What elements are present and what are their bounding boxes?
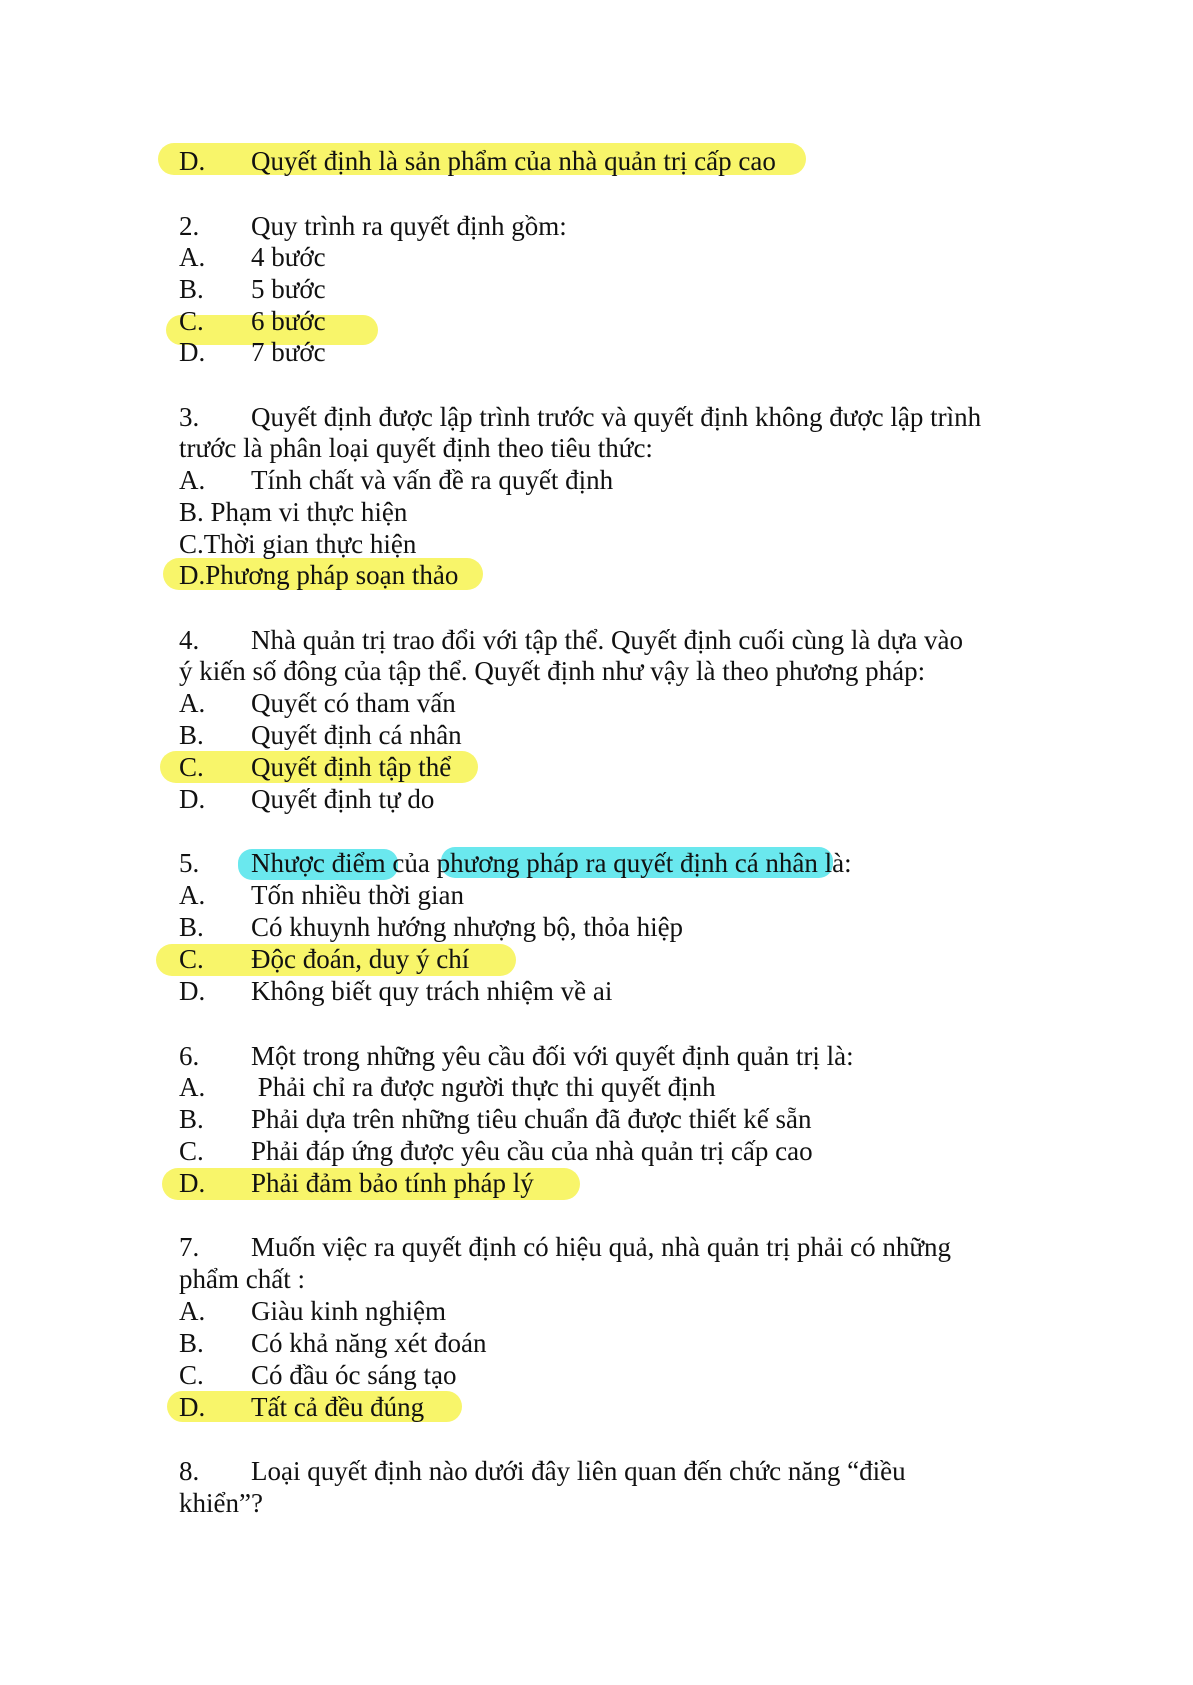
- q5-option-c: C. Độc đoán, duy ý chí: [179, 944, 470, 974]
- q4-option-b: B. Quyết định cá nhân: [179, 720, 462, 750]
- q7-option-c: C. Có đầu óc sáng tạo: [179, 1360, 457, 1390]
- q2-option-d: D. 7 bước: [179, 337, 326, 367]
- q3-question-cont: trước là phân loại quyết định theo tiêu thức:: [179, 433, 653, 463]
- q3-option-c: C.Thời gian thực hiện: [179, 529, 417, 559]
- q6-option-d: D. Phải đảm bảo tính pháp lý: [179, 1168, 534, 1198]
- q2-option-a: A. 4 bước: [179, 242, 326, 272]
- q2-option-b: B. 5 bước: [179, 274, 326, 304]
- q5-question: 5. Nhược điểm của phương pháp ra quyết định cá nhân là:: [179, 848, 852, 878]
- q2-option-c: C. 6 bước: [179, 306, 326, 336]
- q4-question-cont: ý kiến số đông của tập thể. Quyết định như vậy là theo phương pháp:: [179, 656, 926, 686]
- q5-option-b: B. Có khuynh hướng nhượng bộ, thỏa hiệp: [179, 912, 684, 942]
- q5-option-a: A. Tốn nhiều thời gian: [179, 880, 464, 910]
- q5-option-d: D. Không biết quy trách nhiệm về ai: [179, 976, 613, 1006]
- q8-question: 8. Loại quyết định nào dưới đây liên quan đến chức năng “điều: [179, 1456, 906, 1486]
- q7-question-cont: phẩm chất :: [179, 1264, 305, 1294]
- q1-option-d: D. Quyết định là sản phẩm của nhà quản trị cấp cao: [179, 146, 776, 176]
- q7-option-d: D. Tất cả đều đúng: [179, 1392, 425, 1422]
- q2-question: 2. Quy trình ra quyết định gồm:: [179, 211, 567, 241]
- q3-option-d: D.Phương pháp soạn thảo: [179, 560, 459, 590]
- q4-option-c: C. Quyết định tập thể: [179, 752, 452, 782]
- q4-option-d: D. Quyết định tự do: [179, 784, 435, 814]
- q6-option-a: A. Phải chỉ ra được người thực thi quyết định: [179, 1072, 716, 1102]
- q6-question: 6. Một trong những yêu cầu đối với quyết định quản trị là:: [179, 1041, 854, 1071]
- q8-question-cont: khiển”?: [179, 1488, 263, 1518]
- q6-option-c: C. Phải đáp ứng được yêu cầu của nhà quản trị cấp cao: [179, 1136, 813, 1166]
- q4-question: 4. Nhà quản trị trao đổi với tập thể. Quyết định cuối cùng là dựa vào: [179, 625, 963, 655]
- q3-option-a: A. Tính chất và vấn đề ra quyết định: [179, 465, 614, 495]
- q7-question: 7. Muốn việc ra quyết định có hiệu quả, nhà quản trị phải có những: [179, 1232, 951, 1262]
- q3-question: 3. Quyết định được lập trình trước và quyết định không được lập trình: [179, 402, 982, 432]
- q6-option-b: B. Phải dựa trên những tiêu chuẩn đã được thiết kế sẵn: [179, 1104, 812, 1134]
- q4-option-a: A. Quyết có tham vấn: [179, 688, 456, 718]
- q7-option-b: B. Có khả năng xét đoán: [179, 1328, 487, 1358]
- q3-option-b: B. Phạm vi thực hiện: [179, 497, 408, 527]
- q7-option-a: A. Giàu kinh nghiệm: [179, 1296, 446, 1326]
